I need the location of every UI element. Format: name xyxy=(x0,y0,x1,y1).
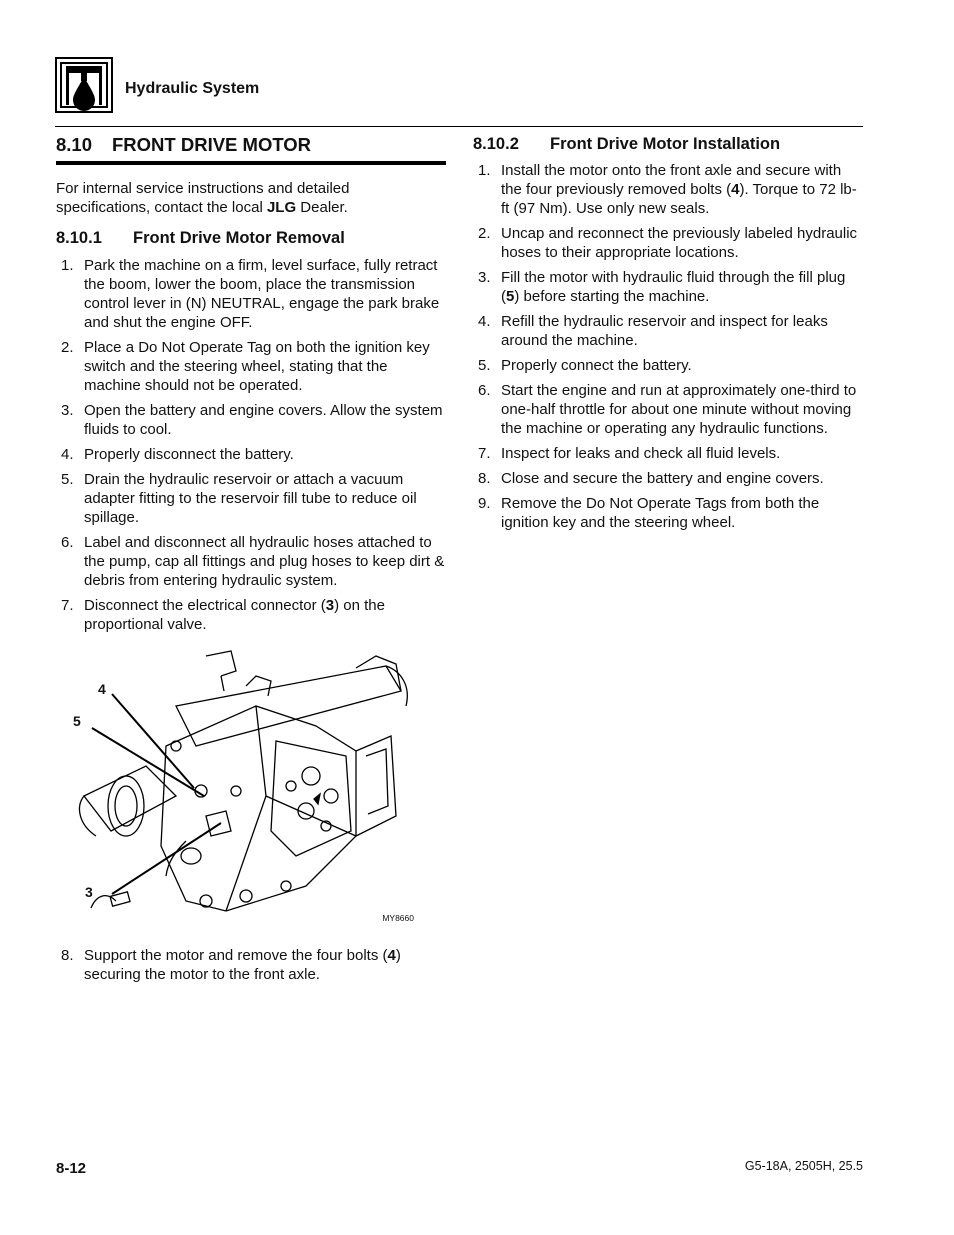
step-text: Remove the Do Not Operate Tags from both the ignition key and the steering wheel. xyxy=(501,495,820,531)
figure-id: MY8660 xyxy=(382,913,414,923)
installation-heading xyxy=(473,135,863,154)
callout-ref: 5 xyxy=(506,288,515,305)
step-number: 8. xyxy=(478,470,491,487)
header-title: Hydraulic System xyxy=(125,80,260,97)
list-item xyxy=(473,444,863,463)
step-text: Start the engine and run at approximately one-third to one-half throttle for about one minute without moving the machine or operating any hydraulic functions. xyxy=(501,382,857,437)
list-item xyxy=(56,470,446,527)
step-text-end: ) securing the motor to the front axle. xyxy=(84,947,401,983)
step-number: 1. xyxy=(478,162,491,179)
hydraulic-system-icon xyxy=(55,57,113,113)
callout-4: 4 xyxy=(98,681,106,697)
step-text-end: ) on the proportional valve. xyxy=(84,597,385,633)
list-item xyxy=(56,256,446,332)
right-column xyxy=(473,133,863,538)
step-text: Drain the hydraulic reservoir or attach a vacuum adapter fitting to the reservoir fill tube to reduce oil spillage. xyxy=(84,471,417,526)
removal-steps xyxy=(56,256,446,634)
drive-motor-drawing xyxy=(56,646,416,936)
section-number: 8.10 xyxy=(56,134,93,155)
step-text: Disconnect the electrical connector ( xyxy=(84,597,326,614)
callout-ref: 4 xyxy=(387,947,396,964)
step-text: Place a Do Not Operate Tag on both the ignition key switch and the steering wheel, stating that the machine should not be operated. xyxy=(84,339,430,394)
list-item xyxy=(473,381,863,438)
removal-number: 8.10.1 xyxy=(56,229,102,247)
installation-steps xyxy=(473,161,863,532)
removal-steps-continued xyxy=(56,946,446,984)
removal-title: Front Drive Motor Removal xyxy=(133,229,345,247)
step-text: Park the machine on a firm, level surface, fully retract the boom, lower the boom, place the transmission control lever in (N) NEUTRAL, engage the park brake and shut the engine OFF. xyxy=(84,257,440,331)
step-number: 9. xyxy=(478,495,491,512)
section-title xyxy=(56,133,446,159)
step-number: 4. xyxy=(61,446,74,463)
motor-illustration xyxy=(56,646,416,936)
list-item xyxy=(473,161,863,218)
list-item xyxy=(56,401,446,439)
step-number: 6. xyxy=(61,534,74,551)
step-text: Install the motor onto the front axle and secure with the four previously removed bolts ( xyxy=(501,162,842,198)
step-text: Support the motor and remove the four bolts ( xyxy=(84,947,388,964)
removal-heading xyxy=(56,229,446,248)
step-number: 2. xyxy=(478,225,491,242)
installation-title: Front Drive Motor Installation xyxy=(550,135,781,153)
step-text-end: ). Torque to 72 lb-ft (97 Nm). Use only new seals. xyxy=(501,181,857,217)
left-column xyxy=(56,133,446,990)
intro-text: For internal service instructions and detailed specifications, contact the local xyxy=(56,180,350,216)
list-item xyxy=(473,469,863,488)
step-text: Close and secure the battery and engine covers. xyxy=(501,470,824,487)
section-rule xyxy=(56,161,446,165)
step-number: 6. xyxy=(478,382,491,399)
step-number: 1. xyxy=(61,257,74,274)
step-text: Properly disconnect the battery. xyxy=(84,446,294,463)
step-text: Fill the motor with hydraulic fluid through the fill plug ( xyxy=(501,269,846,305)
page-number: 8-12 xyxy=(56,1160,87,1177)
step-number: 3. xyxy=(478,269,491,286)
step-text: Uncap and reconnect the previously labeled hydraulic hoses to their appropriate locations. xyxy=(501,225,858,261)
callout-ref: 4 xyxy=(731,181,740,198)
list-item xyxy=(473,356,863,375)
intro-paragraph xyxy=(56,179,446,217)
list-item xyxy=(56,445,446,464)
list-item xyxy=(56,338,446,395)
intro-text-end: Dealer. xyxy=(296,199,348,216)
callout-3: 3 xyxy=(85,884,93,900)
step-text: Inspect for leaks and check all fluid levels. xyxy=(501,445,781,462)
list-item xyxy=(473,224,863,262)
list-item xyxy=(473,494,863,532)
intro-brand: JLG xyxy=(266,199,297,216)
step-number: 7. xyxy=(61,597,74,614)
section-title-text: FRONT DRIVE MOTOR xyxy=(112,134,312,155)
list-item xyxy=(473,312,863,350)
step-text-end: ) before starting the machine. xyxy=(514,288,710,305)
step-number: 4. xyxy=(478,313,491,330)
list-item xyxy=(56,533,446,590)
step-text: Properly connect the battery. xyxy=(501,357,692,374)
step-number: 8. xyxy=(61,947,74,964)
header-divider xyxy=(55,126,863,127)
step-text: Refill the hydraulic reservoir and inspect for leaks around the machine. xyxy=(501,313,828,349)
step-number: 2. xyxy=(61,339,74,356)
callout-ref: 3 xyxy=(325,597,335,614)
step-text: Label and disconnect all hydraulic hoses attached to the pump, cap all fittings and plug hoses to keep dirt & debris from entering hydraulic system. xyxy=(84,534,445,589)
step-number: 5. xyxy=(61,471,74,488)
installation-number: 8.10.2 xyxy=(473,135,519,153)
step-number: 3. xyxy=(61,402,74,419)
step-number: 7. xyxy=(478,445,491,462)
callout-5: 5 xyxy=(73,713,81,729)
document-code: G5-18A, 2505H, 25.5 xyxy=(744,1159,863,1173)
step-number: 5. xyxy=(478,357,491,374)
step-text: Open the battery and engine covers. Allow the system fluids to cool. xyxy=(84,402,443,438)
list-item xyxy=(56,946,446,984)
list-item xyxy=(56,596,446,634)
list-item xyxy=(473,268,863,306)
